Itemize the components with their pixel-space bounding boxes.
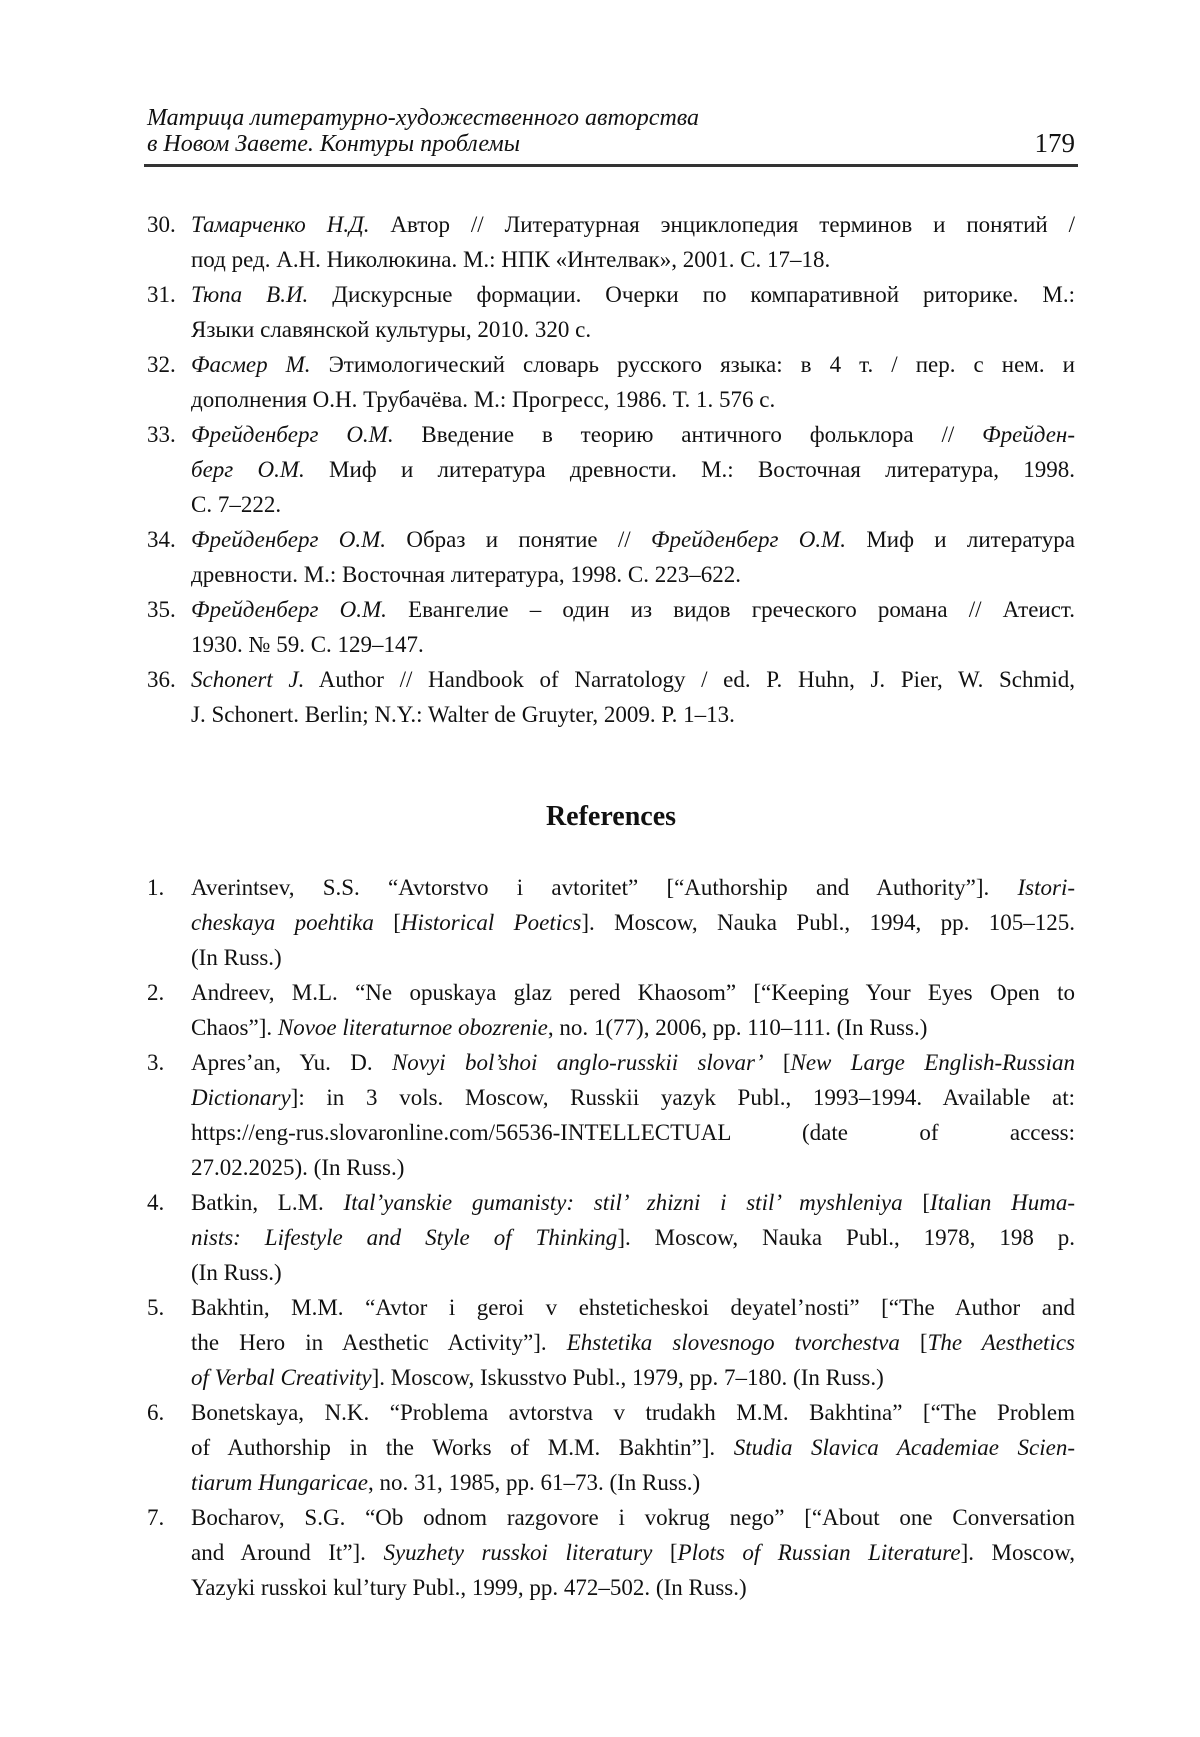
italic-title-segment: Ital’yanskie gumanisty: stil’ zhizni i stil’ myshleniya bbox=[343, 1190, 903, 1215]
bibliography-entry bbox=[147, 1290, 1075, 1395]
text-segment: [ bbox=[902, 1190, 931, 1215]
entry-line bbox=[191, 975, 1075, 1010]
italic-title-segment: Фрейденберг О.М. bbox=[191, 597, 387, 622]
italic-title-segment: New Large English-Russian bbox=[790, 1050, 1075, 1075]
text-segment: ]. Moscow, Iskusstvo Publ., 1979, pp. 7–180. (In Russ.) bbox=[371, 1365, 884, 1390]
entry-line bbox=[191, 940, 1075, 975]
entry-number: 3. bbox=[147, 1050, 165, 1075]
running-header-title-line-1: Матрица литературно-художественного авторства bbox=[147, 105, 700, 131]
bibliography-entry bbox=[147, 522, 1075, 592]
italic-title-segment: Schonert J. bbox=[191, 667, 305, 692]
italic-title-segment: Фрейденберг О.М. bbox=[650, 527, 847, 552]
italic-title-segment: Dictionary bbox=[191, 1085, 291, 1110]
entry-line bbox=[191, 1465, 1075, 1500]
entry-line bbox=[191, 1220, 1075, 1255]
text-segment: Этимологический словарь русского языка: в 4 т. / пер. с нем. и bbox=[310, 352, 1075, 377]
entry-line bbox=[191, 487, 1075, 522]
bibliography-entry bbox=[147, 1500, 1075, 1605]
entry-line bbox=[191, 347, 1075, 382]
entry-number: 1. bbox=[147, 875, 165, 900]
italic-title-segment: Studia Slavica Academiae Scien- bbox=[733, 1435, 1075, 1460]
text-segment: ]: in 3 vols. Moscow, Russkii yazyk Publ., 1993–1994. Available at: bbox=[290, 1085, 1075, 1110]
italic-title-segment: Plots of Russian Literature bbox=[677, 1540, 961, 1565]
italic-title-segment: cheskaya poehtika bbox=[191, 910, 374, 935]
entry-line bbox=[191, 277, 1075, 312]
italic-title-segment: Italian Huma- bbox=[930, 1190, 1075, 1215]
entry-line bbox=[191, 697, 1075, 732]
bibliography-entry bbox=[147, 347, 1075, 417]
text-segment: Averintsev, S.S. “Avtorstvo i avtoritet” [“Authorship and Authority”]. bbox=[191, 875, 1018, 900]
italic-title-segment: Фрейденберг О.М. bbox=[191, 422, 394, 447]
entry-line bbox=[191, 312, 1075, 347]
entry-number: 34. bbox=[147, 527, 176, 552]
entry-line bbox=[191, 557, 1075, 592]
text-segment: of Authorship in the Works of M.M. Bakhtin”]. bbox=[191, 1435, 734, 1460]
text-segment: древности. М.: Восточная литература, 1998. С. 223–622. bbox=[191, 562, 741, 587]
entry-line bbox=[191, 870, 1075, 905]
text-segment: Bocharov, S.G. “Ob odnom razgovore i vokrug nego” [“About one Conversation bbox=[191, 1505, 1075, 1530]
italic-title-segment: Novyi bol’shoi anglo-russkii slovar’ bbox=[391, 1050, 764, 1075]
italic-title-segment: Тамарченко Н.Д. bbox=[191, 212, 370, 237]
entry-line bbox=[191, 1255, 1075, 1290]
text-segment: (In Russ.) bbox=[191, 945, 282, 970]
text-segment: Евангелие – один из видов греческого романа // Атеист. bbox=[386, 597, 1075, 622]
italic-title-segment: Фрейден- bbox=[982, 422, 1075, 447]
text-segment: Миф и литература древности. М.: Восточная литература, 1998. bbox=[304, 457, 1075, 482]
header-rule bbox=[144, 164, 1078, 167]
running-header-title-line-2: в Новом Завете. Контуры проблемы bbox=[147, 131, 520, 157]
bibliography-entry bbox=[147, 870, 1075, 975]
entry-line bbox=[191, 1185, 1075, 1220]
text-segment: Образ и понятие // bbox=[386, 527, 651, 552]
text-segment: ]. Moscow, bbox=[960, 1540, 1075, 1565]
text-segment: [ bbox=[652, 1540, 678, 1565]
text-segment: 27.02.2025). (In Russ.) bbox=[191, 1155, 405, 1180]
bibliography-entry bbox=[147, 592, 1075, 662]
entry-line bbox=[191, 452, 1075, 487]
entry-number: 32. bbox=[147, 352, 176, 377]
italic-title-segment: of Verbal Creativity bbox=[191, 1365, 372, 1390]
entry-line bbox=[191, 1395, 1075, 1430]
entry-number: 5. bbox=[147, 1295, 165, 1320]
text-segment: J. Schonert. Berlin; N.Y.: Walter de Gruyter, 2009. P. 1–13. bbox=[191, 702, 735, 727]
text-segment: [ bbox=[763, 1050, 791, 1075]
text-segment: Chaos”]. bbox=[191, 1015, 278, 1040]
entry-line bbox=[191, 1080, 1075, 1115]
text-segment: дополнения О.Н. Трубачёва. М.: Прогресс, 1986. Т. 1. 576 с. bbox=[191, 387, 776, 412]
entry-line bbox=[191, 417, 1075, 452]
entry-line bbox=[191, 1290, 1075, 1325]
entry-line bbox=[191, 1360, 1075, 1395]
text-segment: , no. 31, 1985, pp. 61–73. (In Russ.) bbox=[367, 1470, 701, 1495]
text-segment: https://eng-rus.slovaronline.com/56536-INTELLECTUAL (date of access: bbox=[191, 1120, 1075, 1145]
text-segment: Автор // Литературная энциклопедия терминов и понятий / bbox=[369, 212, 1075, 237]
text-segment: and Around It”]. bbox=[191, 1540, 384, 1565]
entry-line bbox=[191, 1010, 1075, 1045]
bibliography-entry bbox=[147, 1395, 1075, 1500]
text-segment: Batkin, L.M. bbox=[191, 1190, 344, 1215]
entry-line bbox=[191, 592, 1075, 627]
references-list bbox=[147, 870, 1075, 1605]
text-segment: Дискурсные формации. Очерки по компаративной риторике. М.: bbox=[308, 282, 1075, 307]
entry-line bbox=[191, 1500, 1075, 1535]
italic-title-segment: берг О.М. bbox=[191, 457, 305, 482]
entry-line bbox=[191, 242, 1075, 277]
references-heading: References bbox=[545, 801, 677, 832]
text-segment: ]. Moscow, Nauka Publ., 1994, pp. 105–125. bbox=[581, 910, 1075, 935]
entry-line bbox=[191, 1430, 1075, 1465]
text-segment: Andreev, M.L. “Ne opuskaya glaz pered Khaosom” [“Keeping Your Eyes Open to bbox=[191, 980, 1075, 1005]
text-segment: the Hero in Aesthetic Activity”]. bbox=[191, 1330, 567, 1355]
entry-line bbox=[191, 382, 1075, 417]
entry-number: 31. bbox=[147, 282, 176, 307]
page-number: 179 bbox=[1034, 128, 1075, 158]
text-segment: Введение в теорию античного фольклора // bbox=[393, 422, 983, 447]
text-segment: Миф и литература bbox=[846, 527, 1075, 552]
entry-line bbox=[191, 1115, 1075, 1150]
italic-title-segment: Syuzhety russkoi literatury bbox=[383, 1540, 653, 1565]
entry-number: 7. bbox=[147, 1505, 165, 1530]
text-segment: [ bbox=[899, 1330, 928, 1355]
bibliography-entry bbox=[147, 1045, 1075, 1185]
text-segment: Bonetskaya, N.K. “Problema avtorstva v trudakh M.M. Bakhtina” [“The Problem bbox=[191, 1400, 1075, 1425]
italic-title-segment: Ehstetika slovesnogo tvorchestva bbox=[566, 1330, 900, 1355]
entry-number: 2. bbox=[147, 980, 165, 1005]
text-segment: [ bbox=[373, 910, 401, 935]
bibliography-entry bbox=[147, 417, 1075, 522]
entry-line bbox=[191, 207, 1075, 242]
text-segment: Bakhtin, M.M. “Avtor i geroi v ehsteticheskoi deyatel’nosti” [“The Author and bbox=[191, 1295, 1075, 1320]
entry-number: 33. bbox=[147, 422, 176, 447]
entry-line bbox=[191, 662, 1075, 697]
entry-line bbox=[191, 627, 1075, 662]
bibliography-entry bbox=[147, 1185, 1075, 1290]
text-segment: , no. 1(77), 2006, pp. 110–111. (In Russ.) bbox=[547, 1015, 928, 1040]
entry-number: 4. bbox=[147, 1190, 165, 1215]
italic-title-segment: Тюпа В.И. bbox=[191, 282, 309, 307]
bibliography-entry bbox=[147, 207, 1075, 277]
italic-title-segment: nists: Lifestyle and Style of Thinking bbox=[191, 1225, 618, 1250]
text-segment: Языки славянской культуры, 2010. 320 с. bbox=[191, 317, 592, 342]
italic-title-segment: Фрейденберг О.М. bbox=[191, 527, 387, 552]
text-segment: 1930. № 59. С. 129–147. bbox=[191, 632, 424, 657]
text-segment: Author // Handbook of Narratology / ed. P. Huhn, J. Pier, W. Schmid, bbox=[304, 667, 1075, 692]
bibliography-entry bbox=[147, 277, 1075, 347]
italic-title-segment: Historical Poetics bbox=[400, 910, 582, 935]
entry-number: 6. bbox=[147, 1400, 165, 1425]
entry-line bbox=[191, 1570, 1075, 1605]
text-segment: Yazyki russkoi kul’tury Publ., 1999, pp. 472–502. (In Russ.) bbox=[191, 1575, 747, 1600]
entry-line bbox=[191, 522, 1075, 557]
text-segment: (In Russ.) bbox=[191, 1260, 282, 1285]
entry-line bbox=[191, 1535, 1075, 1570]
text-segment: Apres’an, Yu. D. bbox=[191, 1050, 392, 1075]
text-segment: под ред. А.Н. Николюкина. М.: НПК «Интелвак», 2001. С. 17–18. bbox=[191, 247, 831, 272]
entry-number: 36. bbox=[147, 667, 176, 692]
italic-title-segment: The Aesthetics bbox=[927, 1330, 1075, 1355]
text-segment: ]. Moscow, Nauka Publ., 1978, 198 p. bbox=[617, 1225, 1075, 1250]
bibliography-entry bbox=[147, 975, 1075, 1045]
entry-line bbox=[191, 1325, 1075, 1360]
italic-title-segment: Novoe literaturnoe obozrenie bbox=[277, 1015, 548, 1040]
italic-title-segment: tiarum Hungaricae bbox=[191, 1470, 368, 1495]
bibliography-entry bbox=[147, 662, 1075, 732]
entry-line bbox=[191, 1045, 1075, 1080]
text-segment: С. 7–222. bbox=[191, 492, 282, 517]
entry-line bbox=[191, 1150, 1075, 1185]
entry-number: 35. bbox=[147, 597, 176, 622]
entry-number: 30. bbox=[147, 212, 176, 237]
italic-title-segment: Istori- bbox=[1017, 875, 1075, 900]
italic-title-segment: Фасмер М. bbox=[191, 352, 311, 377]
russian-bibliography-list bbox=[147, 207, 1075, 732]
entry-line bbox=[191, 905, 1075, 940]
